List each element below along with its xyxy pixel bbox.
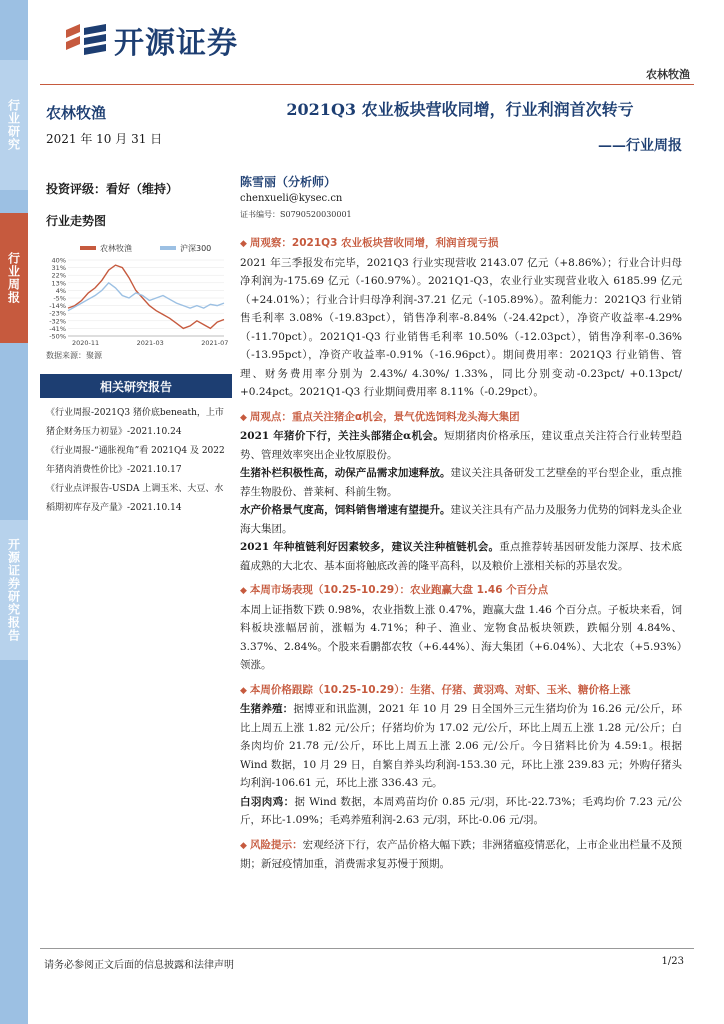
trend-chart-svg (40, 242, 230, 354)
y-tick-label: -5% (53, 294, 66, 303)
x-tick-label: 2021-03 (136, 339, 164, 347)
report-date: 2021 年 10 月 31 日 (46, 132, 163, 146)
x-tick-label: 2021-07 (201, 339, 229, 347)
section-heading: ◆ 周观点：重点关注猪企α机会，景气优选饲料龙头海大集团 (240, 410, 520, 423)
footer-disclaimer[interactable]: 请务必参阅正文后面的信息披露和法律声明 (44, 960, 234, 971)
main-body (240, 228, 682, 874)
bullet-icon: ◆ (240, 412, 247, 423)
y-tick-label: -23% (49, 309, 66, 318)
paragraph: 白羽肉鸡：据 Wind 数据，本周鸡苗均价 0.85 元/羽，环比-22.73%；毛鸡均价 7.23 元/公斤，环比-1.09%；毛鸡养殖利润-2.63 元/羽，环比-0.06 元/羽。 (240, 795, 682, 826)
analyst-name: 陈雪丽（分析师） (240, 175, 337, 189)
paragraph: 水产价格景气度高，饲料销售增速有望提升。建议关注具有产品力及服务力优势的饲料龙头企业海大集团。 (240, 504, 683, 535)
y-tick-label: -14% (49, 302, 66, 311)
related-reports-list (46, 404, 232, 518)
industry-name: 农林牧渔 (46, 104, 107, 122)
legend-swatch (160, 246, 176, 250)
series-line (68, 265, 224, 328)
sidebar-segment-bottom (0, 520, 28, 660)
y-tick-label: 4% (55, 286, 66, 295)
investment-rating: 投资评级：看好（维持） (46, 182, 179, 196)
sidebar (0, 0, 28, 1024)
paragraph: 本周上证指数下跌 0.98%，农业指数上涨 0.47%，跑赢大盘 1.46 个百分点。子板块来看，饲料板块涨幅居前，涨幅为 4.71%；种子、渔业、宠物食品板块领跌，跌幅分别 4.84%、3.37%、2.84%。个股来看鹏都农牧（+6.44%）、海大集团（+6.04%）、大北农（+5.93%）领涨。 (240, 603, 682, 671)
section-heading: ◆ 本周价格跟踪（10.25-10.29）：生猪、仔猪、黄羽鸡、对虾、玉米、糖价格上涨 (240, 683, 631, 696)
y-tick-label: -50% (49, 332, 66, 341)
paragraph: 生猪养殖：据博亚和讯监测，2021 年 10 月 29 日全国外三元生猪均价为 16.26 元/公斤，环比上周五上涨 1.82 元/公斤；仔猪均价为 17.02 元/公斤，环比上周五上涨 1.28 元/公斤；白条肉均价 21.78 元/公斤，环比上周五上涨 2.06 元/公斤。今日猪料比价为 4.59:1。根据 Wind 数据，10 月 29 日，自繁自养头均利润-153.30 元，环比上涨 239.83 元；外购仔猪头均利润-106.61 元，环比上涨 336.43 元。 (240, 703, 683, 789)
related-reports-title: 相关研究报告 (40, 374, 232, 398)
bullet-icon: ◆ (240, 840, 247, 851)
related-report-item[interactable]: 《行业周报-2021Q3 猪价底beneath，上市猪企财务压力初显》-2021.10.24 (46, 408, 224, 437)
y-tick-label: 31% (51, 264, 66, 273)
related-report-item[interactable]: 《行业点评报告-USDA 上调玉米、大豆、水稻期初库存及产量》-2021.10.14 (46, 484, 224, 513)
y-tick-label: 22% (51, 271, 66, 280)
trend-chart (40, 242, 230, 354)
related-report-item[interactable]: 《行业周报-“通胀视角”看 2021Q4 及 2022 年猪肉消费性价比》-2021.10.17 (46, 446, 225, 475)
report-title: 2021Q3 农业板块营收同增，行业利润首次转亏 (286, 100, 634, 119)
section-heading: ◆ 周观察：2021Q3 农业板块营收同增，利润首现亏损 (240, 237, 499, 249)
page-number: 1/23 (661, 956, 684, 967)
risk-paragraph: ◆ 风险提示：宏观经济下行，农产品价格大幅下跌；非洲猪瘟疫情恶化，上市企业出栏量不及预期；新冠疫情加重，消费需求复苏慢于预期。 (240, 838, 683, 870)
section-heading: ◆ 本周市场表现（10.25-10.29）：农业跑赢大盘 1.46 个百分点 (240, 584, 549, 596)
report-subtitle: ——行业周报 (598, 138, 682, 154)
sidebar-label-middle: 行业周报 (6, 252, 21, 304)
bullet-icon: ◆ (240, 586, 247, 596)
paragraph: 生猪补栏积极性高，动保产品需求加速释放。建议关注具备研发工艺壁垒的平台型企业，重点推荐生物股份、普莱柯、科前生物。 (240, 467, 683, 498)
legend-swatch (80, 246, 96, 250)
analyst-cert: 证书编号：S0790520030001 (240, 210, 352, 219)
y-tick-label: -41% (49, 324, 66, 333)
paragraph: 2021 年种植链利好因素较多，建议关注种植链机会。重点推荐转基因研发能力深厚、技术底蕴成熟的大北农、基本面将触底改善的隆平高科，以及粮价上涨相关标的苏垦农发。 (240, 541, 682, 572)
y-tick-label: -32% (49, 317, 66, 326)
analyst-email[interactable]: chenxueli@kysec.cn (240, 193, 343, 204)
sidebar-label-bottom: 开源证券研究报告 (6, 538, 21, 642)
y-tick-label: 13% (51, 279, 66, 288)
footer-divider (40, 948, 694, 949)
sidebar-label-top: 行业研究 (6, 99, 21, 151)
header-divider (40, 84, 694, 85)
y-tick-label: 40% (51, 256, 66, 265)
legend-label: 沪深300 (180, 244, 212, 253)
paragraph: 2021 年猪价下行，关注头部猪企α机会。短期猪肉价格承压，建议重点关注符合行业转型趋势、管理效率突出企业牧原股份。 (240, 430, 683, 461)
brand-name: 开源证券 (114, 26, 238, 61)
trend-chart-title: 行业走势图 (46, 214, 107, 228)
sidebar-segment-middle (0, 213, 28, 343)
logo-mark-icon (64, 22, 108, 58)
sidebar-segment-top (0, 60, 28, 190)
series-line (68, 283, 224, 311)
legend-label: 农林牧渔 (100, 244, 132, 253)
chart-source: 数据来源：聚源 (46, 351, 102, 360)
x-tick-label: 2020-11 (72, 339, 100, 347)
header-category: 农林牧渔 (646, 68, 690, 81)
bullet-icon: ◆ (240, 239, 247, 249)
paragraph: 2021 年三季报发布完毕，2021Q3 行业实现营收 2143.07 亿元（+8.86%）；行业合计归母净利润为-175.69 亿元（-160.97%）。2021Q1-Q3，农业行业实现营业收入 6185.99 亿元（+24.01%）；行业合计归母净利润-37.21 亿元（-105.89%）。盈利能力：2021Q3 行业销售毛利率 3.08%（-19.83pct），销售净利率-8.84%（-24.42pct），净资产收益率-4.29%（-11.70pct）。2021Q1-Q3 行业销售毛利率 10.50%（-12.03pct），销售净利率-0.36%（-13.95pct），净资产收益率-0.91%（-16.96pct）。期间费用率：2021Q3 行业销售、管理、财务费用率分别为 2.43%/ 4.30%/ 1.33%，同比分别变动-0.23pct/ +0.13pct/ +0.24pct。2021Q1-Q3 行业期间费用率 8.11%（-0.29pct）。 (240, 256, 682, 398)
bullet-icon: ◆ (240, 685, 247, 696)
brand-logo (64, 18, 238, 62)
